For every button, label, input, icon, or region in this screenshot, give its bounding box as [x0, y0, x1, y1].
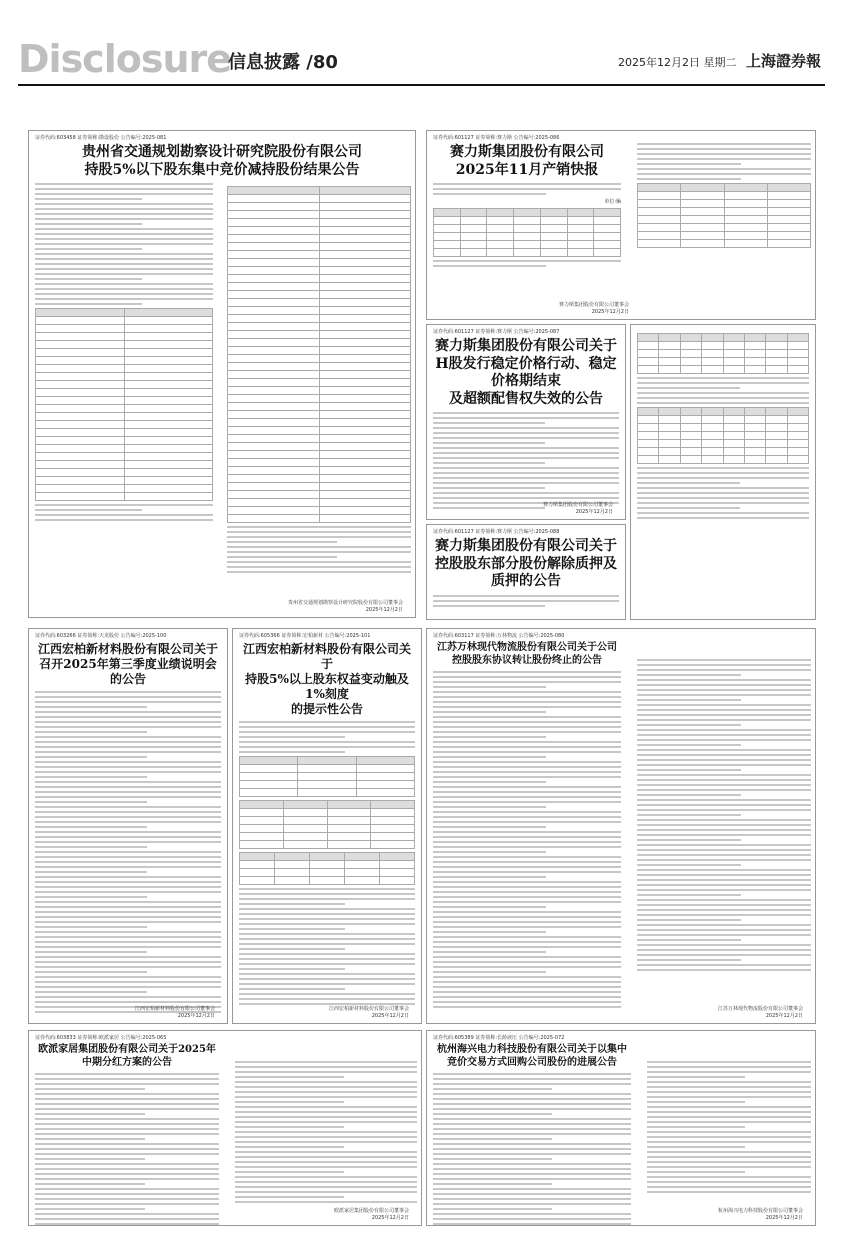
article-guizhou-jiaotong [28, 130, 416, 618]
article-body [433, 412, 619, 509]
article-meta: 证券代码:601127 证券简称:赛力斯 公告编号:2025-088 [433, 529, 560, 535]
issue-date: 2025年12月2日 星期二 [617, 56, 737, 69]
article-meta: 证券代码:603117 证券简称:万林物流 公告编号:2025-080 [433, 633, 565, 639]
article-title: 欧派家居集团股份有限公司关于2025年中期分红方案的公告 [38, 1044, 216, 1068]
article-meta: 证券代码:603458 证券简称:勘设股份 公告编号:2025-081 [35, 135, 167, 141]
article-body [433, 183, 621, 195]
article-signature: 赛力斯集团股份有限公司董事会 2025年12月2日 [542, 502, 613, 515]
holding-table [35, 308, 213, 501]
article-hongbai-equity-change [232, 628, 422, 1024]
article-title: 江西宏柏新材料股份有限公司关于 召开2025年第三季度业绩说明会的公告 [37, 642, 218, 686]
article-seres-pledge [426, 524, 626, 620]
equity-table-1 [239, 756, 415, 797]
article-hongbai-briefing [28, 628, 228, 1024]
equity-table-2 [239, 800, 415, 849]
article-meta: 证券代码:601127 证券简称:赛力斯 公告编号:2025-086 [433, 135, 560, 141]
article-title: 杭州海兴电力科技股份有限公司关于以集中竞价交易方式回购公司股份的进展公告 [437, 1044, 627, 1068]
article-body [433, 671, 621, 1008]
article-meta: 证券代码:603833 证券简称:欧派家居 公告编号:2025-065 [35, 1035, 167, 1041]
article-title: 赛力斯集团股份有限公司关于 控股股东部分股份解除质押及质押的公告 [435, 538, 617, 589]
article-signature: 杭州海兴电力科技股份有限公司董事会 2025年12月2日 [717, 1208, 803, 1221]
unit-label: 单位:辆 [604, 199, 621, 205]
article-body [433, 1073, 631, 1226]
article-meta: 证券代码:603266 证券简称:天龙股份 公告编号:2025-100 [35, 633, 167, 639]
seres-holding-table [637, 183, 811, 248]
reduction-table [227, 186, 411, 523]
article-body [433, 595, 619, 607]
pledge-table-2 [637, 407, 809, 464]
section-title: 信息披露 /80 [228, 52, 338, 73]
article-oppein-dividend [28, 1030, 422, 1226]
article-meta: 证券代码:601127 证券简称:赛力斯 公告编号:2025-087 [433, 329, 560, 335]
article-signature: 江苏万林现代物流股份有限公司董事会 2025年12月2日 [717, 1006, 803, 1019]
article-signature: 江西宏柏新材料股份有限公司董事会 2025年12月2日 [134, 1006, 215, 1019]
article-body [35, 691, 221, 1013]
article-signature: 赛力斯集团股份有限公司董事会 2025年12月2日 [558, 302, 629, 315]
article-body [239, 721, 415, 753]
header-rule [18, 84, 825, 86]
article-signature: 欧派家居集团股份有限公司董事会 2025年12月2日 [333, 1208, 409, 1221]
sales-table [433, 208, 621, 257]
article-seres-sales [426, 130, 816, 320]
article-meta: 证券代码:605366 证券简称:宏柏新材 公告编号:2025-101 [239, 633, 371, 639]
pledge-table [637, 333, 809, 374]
article-body [35, 1073, 219, 1226]
article-title: 赛力斯集团股份有限公司关于 H股发行稳定价格行动、稳定价格期结束 及超额配售权失效的公告 [435, 338, 617, 407]
brand-logo-en: Disclosure [18, 37, 232, 81]
article-title: 江苏万林现代物流股份有限公司关于公司控股股东协议转让股份终止的公告 [437, 642, 617, 666]
equity-table-3 [239, 852, 415, 885]
paper-name: 上海證券報 [745, 52, 821, 70]
article-signature: 贵州省交通规划勘察设计研究院股份有限公司董事会 2025年12月2日 [287, 600, 403, 613]
article-wanlin-logistics [426, 628, 816, 1024]
article-meta: 证券代码:605389 证券简称:长龄液压 公告编号:2025-072 [433, 1035, 565, 1041]
article-title: 贵州省交通规划勘察设计研究院股份有限公司 持股5%以下股东集中竞价减持股份结果公告 [82, 144, 362, 178]
article-body [35, 183, 213, 305]
article-hexing-buyback [426, 1030, 816, 1226]
issue-info [618, 50, 821, 71]
article-signature: 江西宏柏新材料股份有限公司董事会 2025年12月2日 [328, 1006, 409, 1019]
article-seres-hshares [426, 324, 626, 520]
article-seres-pledge-detail [630, 324, 816, 620]
page-header [0, 0, 843, 90]
article-title: 江西宏柏新材料股份有限公司关于 持股5%以上股东权益变动触及1%刻度 的提示性公告 [242, 642, 411, 716]
article-title: 赛力斯集团股份有限公司 2025年11月产销快报 [450, 144, 604, 178]
